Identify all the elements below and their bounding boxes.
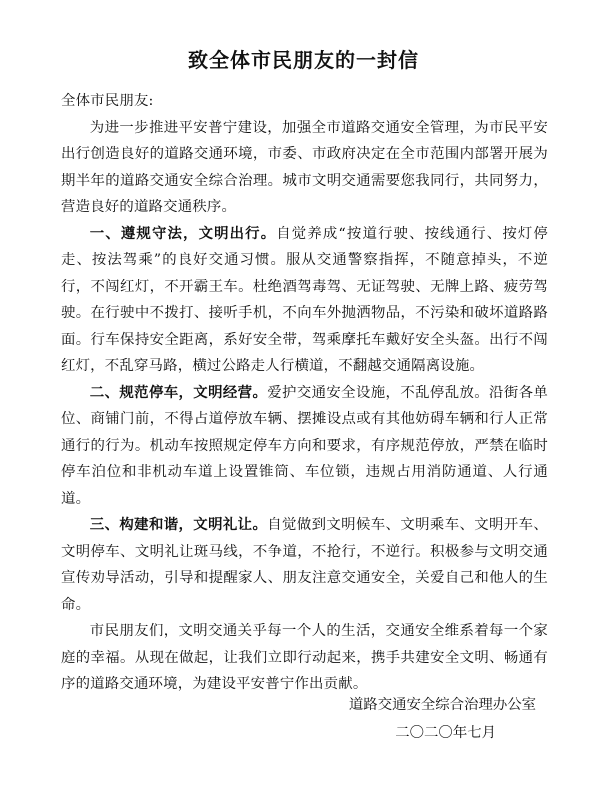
closing-paragraph: 市民朋友们，文明交通关乎每一个人的生活，交通安全维系着每一个家庭的幸福。从现在做起，让我们立即行动起来，携手共建安全文明、畅通有序的道路交通环境，为建设平安普宁作出贡献。: [61, 623, 548, 692]
intro-paragraph: 为进一步推进平安普宁建设，加强全市道路交通安全管理，为市民平安出行创造良好的道路交通环境，市委、市政府决定在全市范围内部署开展为期半年的道路交通安全综合治理。城市文明交通需要您我同行，共同努力，营造良好的道路交通秩序。: [61, 119, 548, 215]
salutation: 全体市民朋友:: [61, 93, 154, 109]
section-heading-3: 三、构建和谐，文明礼让。: [89, 517, 268, 533]
letter-body: [61, 88, 548, 698]
section-text-3: 自觉做到文明候车、文明乘车、文明开车、文明停车、文明礼让斑马线，不争道，不抢行，不逆行。积极参与文明交通宣传劝导活动，引导和提醒家人、朋友注意交通安全，关爱自己和他人的生命。: [61, 517, 548, 613]
section-paragraph-1: [61, 221, 548, 380]
section-heading-2: 二、规范停车，文明经营。: [89, 384, 268, 401]
section-text-1: 自觉养成“按道行驶、按线通行、按灯停走、按法驾乘”的良好交通习惯。服从交通警察指挥，不随意掉头，不逆行，不闯红灯，不开霸王车。杜绝酒驾毒驾、无证驾驶、无牌上路、疲劳驾驶。在行驶中不拨打、接听手机，不向车外抛洒物品，不污染和破坏道路路面。行车保持安全距离，系好安全带，驾乘摩托车戴好安全头盔。出行不闯红灯，不乱穿马路，横过公路走人行横道，不翻越交通隔离设施。: [61, 225, 548, 374]
section-heading-1: 一、遵规守法，文明出行。: [89, 225, 277, 242]
section-paragraph-3: [61, 512, 548, 618]
signature-block: [349, 691, 536, 747]
letter-title: 致全体市民朋友的一封信: [188, 48, 419, 72]
signature-organization: 道路交通安全综合治理办公室: [348, 697, 536, 713]
signature-date: 二〇二〇年七月: [395, 725, 496, 741]
section-text-2: 爱护交通安全设施，不乱停乱放。沿街各单位、商铺门前，不得占道停放车辆、摆摊设点或有其他妨碍车辆和行人正常通行的行为。机动车按照规定停车方向和要求，有序规范停放，严禁在临时停车泊位和非机动车道上设置锥筒、车位锁，违规占用消防通道、人行通道。: [61, 384, 548, 507]
section-paragraph-2: [61, 380, 548, 513]
